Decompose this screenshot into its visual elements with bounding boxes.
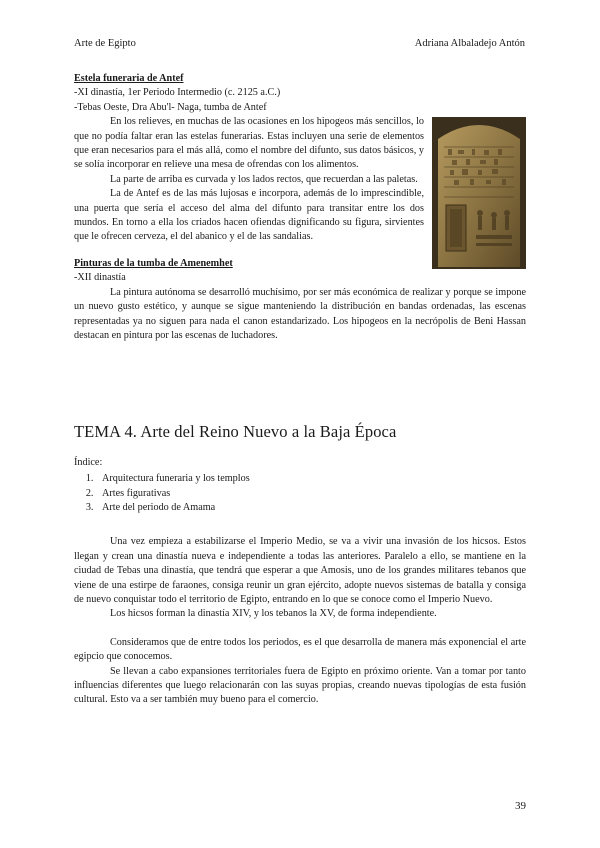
paragraph: La de Antef es de las más lujosas e incorpora, además de lo imprescindible, una puerta que sería el acceso del alma del difunto para transitar entre los dos mundos. En torno a ella los criados hacen ofiendas dignificando su figura, sirvientes que le ofrecen cerveza, el del abanico y el de las sandalias. — [74, 188, 424, 243]
tema-title: TEMA 4. Arte del Reino Nuevo a la Baja Época — [74, 422, 397, 442]
paragraph: Consideramos que de entre todos los periodos, es el que desarrolla de manera más exponencial el arte egipcio que conocemos. — [74, 636, 526, 663]
section-meta: -XI dinastía, 1er Periodo Intermedio (c. 2125 a.C.) — [74, 87, 281, 99]
paragraph: La parte de arriba es curvada y los lados rectos, que recuerdan a las paletas. — [110, 173, 418, 185]
paragraph: La pintura autónoma se desarrolló muchísimo, por ser más económica de realizar y porque se impone un nuevo gusto estético, y aunque se sigue manteniendo la distribución en bandas ordenadas, las escenas representadas ya no siguen para nada el canon estandarizado. Los hipogeos en la necrópolis de Beni Hassan destacan en pintura por las escenas de luchadores. — [74, 286, 526, 341]
index-item: 3. Arte del periodo de Amama — [96, 501, 526, 515]
paragraph: Se llevan a cabo expansiones territoriales fuera de Egipto en próximo oriente. Van a tomar por tanto influencias diferentes que luego relacionarán con las suyas propias, creando nuevas tipologías de esta fusión cultural. Esto va a ser también muy bueno para el comercio. — [74, 665, 526, 706]
header-right: Adriana Albaladejo Antón — [414, 38, 525, 49]
index-item: 2. Artes figurativas — [96, 487, 526, 501]
paragraph: Una vez empieza a estabilizarse el Imperio Medio, se va a vivir una invasión de los hicsos. Estos llegan y crean una dinastía nueva e independiente a todas las anteriores. Paralelo a ello, se mantiene en la ciudad de Tebas una dinastía, que tendrá que esperar a que Amosis, uno de los grandes militares tebanos que viene de una estirpe de faraones, consiga reunir un gran ejército, adopte nuevos sistemas de batalla y consiga de nuevo conquistar todo el territorio de Egipto, entrando en lo que se conoce como el Imperio Nuevo. — [74, 536, 526, 605]
section-title-pinturas: Pinturas de la tumba de Amenemhet — [74, 257, 233, 269]
index-item: 1. Arquitectura funeraria y los templos — [96, 472, 526, 486]
paragraph: En los relieves, en muchas de las ocasiones en los hipogeos más sencillos, lo que no podía faltar eran las estelas funerarias. Estas incluyen una serie de elementos que eran necesarios para el más allá, como el nombre del difunto, sus datos básicos, y se solía incorporar en relieve una mesa de ofrendas con los alimentos. — [74, 116, 424, 171]
paragraph: Los hicsos forman la dinastía XIV, y los tebanos la XV, de forma independiente. — [110, 608, 437, 620]
section-meta: -XII dinastía — [74, 272, 126, 284]
section-meta: -Tebas Oeste, Dra Abu'l- Naga, tumba de Antef — [74, 101, 267, 113]
header-left: Arte de Egipto — [74, 38, 136, 49]
page-number: 39 — [515, 800, 526, 812]
index-label: Índice: — [74, 456, 103, 468]
stele-photo — [432, 117, 526, 269]
section-title-estela: Estela funeraria de Antef — [74, 73, 184, 84]
page-content — [74, 72, 526, 708]
index-list — [74, 472, 526, 515]
